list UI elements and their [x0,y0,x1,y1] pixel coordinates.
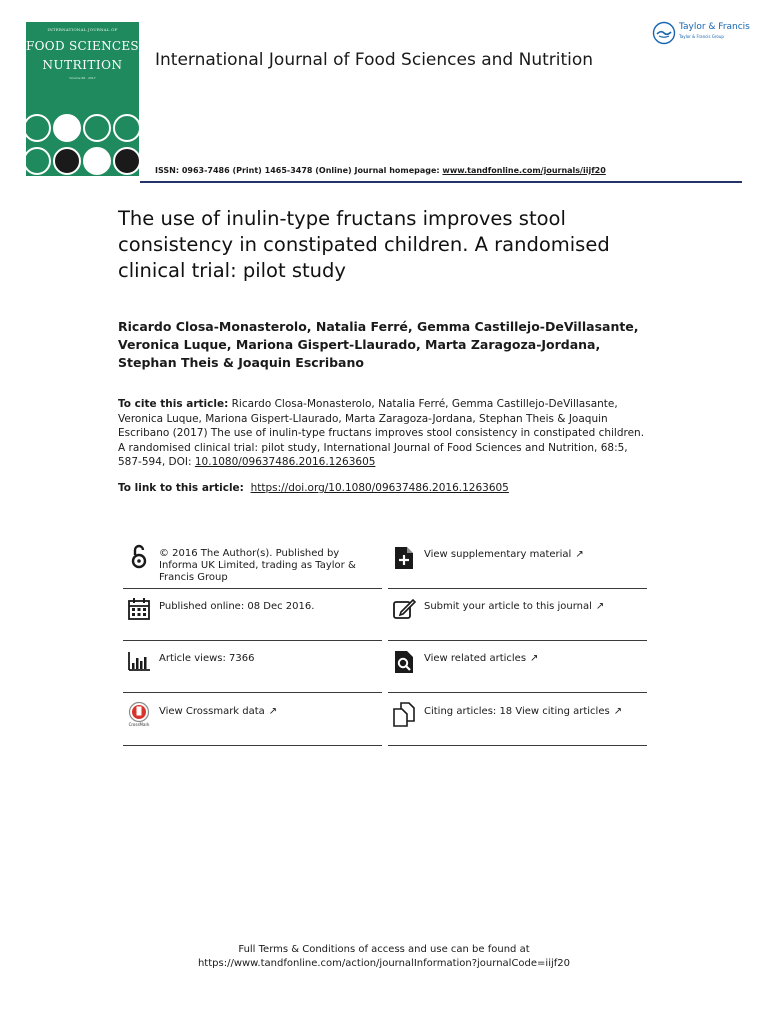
publisher-name: Taylor & Francis [679,22,750,32]
supplementary-link[interactable] [388,537,647,589]
terms-footer [0,943,768,971]
article-link-line [118,482,509,494]
pencil-icon [392,596,416,622]
issn-text: ISSN: 0963-7486 (Print) 1465-3478 (Online) Journal homepage: [155,166,443,175]
journal-homepage-link[interactable]: www.tandfonline.com/journals/iijf20 [442,166,606,175]
cover-circle [83,147,111,175]
related-link[interactable] [388,641,647,693]
journal-title: International Journal of Food Sciences and Nutrition [155,50,594,70]
citation-doi-link[interactable]: 10.1080/09637486.2016.1263605 [194,456,376,469]
external-link-icon: ↗ [575,549,584,560]
journal-cover[interactable] [26,22,139,176]
documents-icon [392,701,416,727]
cover-circle [53,147,81,175]
external-link-icon: ↗ [595,601,605,612]
published-text: Published online: 08 Dec 2016. [159,601,315,612]
svg-text:CrossMark: CrossMark [128,722,150,727]
submit-text: Submit your article to this journal [424,601,592,612]
external-link-icon: ↗ [268,706,278,717]
crossmark-label [159,706,381,718]
header-rule [140,181,742,183]
license-text: © 2016 The Author(s). Published by Informa UK Limited, trading as Taylor & Francis Group [159,548,356,583]
external-link-icon: ↗ [613,706,623,717]
cover-circle [26,114,51,142]
open-access-icon [127,544,151,570]
publisher-logo[interactable] [652,21,752,47]
plus-document-icon [392,544,416,570]
publisher-logo-icon [652,21,676,45]
supplementary-label [424,549,646,561]
cover-circle [53,114,81,142]
published-info [123,589,382,641]
views-text: Article views: 7366 [159,653,255,664]
article-doi-link[interactable]: https://doi.org/10.1080/09637486.2016.1263605 [250,482,509,494]
article-title: The use of inulin-type fructans improves stool consistency in constipated children. A randomised clinical trial: pilot study [118,207,610,282]
crossmark-link[interactable] [123,694,382,746]
bar-chart-icon [127,648,151,674]
license-info [123,537,382,589]
submit-link[interactable] [388,589,647,641]
crossmark-text: View Crossmark data [159,706,265,717]
citation-text: Ricardo Closa-Monasterolo, Natalia Ferré, Gemma Castillejo-DeVillasante, Veronica Luque, Mariona Gispert-Llaurado, Marta Zaragoza-Jordana, Stephan Theis & Joaquin Escribano (2017) The use of inulin-type fructans improves stool consistency in constipated children. A randomised clinical trial: pilot study, International Journal of Food Sciences and Nutrition, 68:5, 587-594, DOI: [118,398,645,469]
cover-circle [113,114,139,142]
submit-label [424,601,646,613]
calendar-icon [127,596,151,622]
citing-link[interactable] [388,694,647,746]
cover-circle [83,114,111,142]
terms-line: Full Terms & Conditions of access and use can be found at [238,944,530,955]
supplementary-text: View supplementary material [424,549,572,560]
cover-line-3: NUTRITION [42,58,123,72]
article-link-label: To link to this article: [118,482,244,494]
citation-label: To cite this article: [118,398,229,410]
citing-label [424,706,646,718]
citation-block [118,397,648,470]
cover-line-1: INTERNATIONAL JOURNAL OF [47,27,118,32]
related-text: View related articles [424,653,527,664]
citing-text: Citing articles: 18 View citing articles [424,706,610,717]
cover-circle [113,147,139,175]
cover-circle [26,147,51,175]
related-label [424,653,646,665]
views-info [123,641,382,693]
issn-line [155,166,606,175]
publisher-subname: Taylor & Francis Group [679,34,724,39]
search-document-icon [392,648,416,674]
terms-url[interactable]: https://www.tandfonline.com/action/journalInformation?journalCode=iijf20 [197,958,571,969]
crossmark-icon [127,701,151,727]
cover-line-2: FOOD SCIENCES [26,39,139,53]
article-authors: Ricardo Closa-Monasterolo, Natalia Ferré, Gemma Castillejo-DeVillasante, Veronica Luque, Mariona Gispert-Llaurado, Marta Zaragoza-Jordana, Stephan Theis & Joaquin Escribano [118,319,639,370]
external-link-icon: ↗ [530,653,539,664]
cover-line-4: Volume 68 · 2017 [69,76,96,80]
